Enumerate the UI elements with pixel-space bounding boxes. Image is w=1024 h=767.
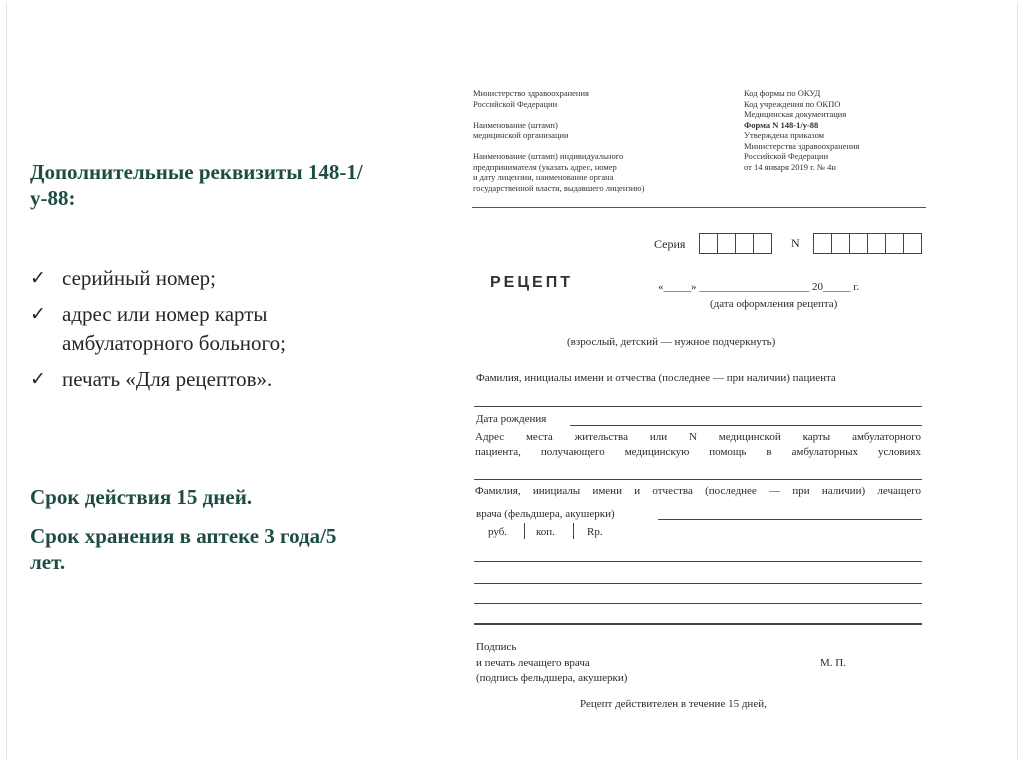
form-approval: Утверждена приказом Министерства здравоохранения Российской Федерации от 14 января 2019 г. № 4н	[744, 130, 860, 172]
form-number: Форма N 148-1/у-88	[744, 119, 819, 130]
birth-date-label: Дата рождения	[476, 413, 547, 425]
form-header-left: Министерство здравоохранения Российской Федерации Наименование (штамп) медицинской организации Наименование (штамп) индивидуального предпринимателя (указать адрес, номер и дату лицензии, наименование органа государственной власти, выдавшего лицензию)	[473, 88, 645, 193]
series-boxes	[699, 233, 771, 254]
checkmark-icon: ✓	[30, 304, 46, 325]
address-label-1: Адрес места жительства или N медицинской карты амбулаторного	[475, 431, 921, 443]
rx-line-3	[474, 603, 922, 604]
list-item-text: адрес или номер карты амбулаторного больного;	[62, 302, 286, 355]
list-item-text: серийный номер;	[62, 266, 216, 290]
kop-divider	[573, 523, 574, 539]
stamp-place-label: М. П.	[820, 657, 846, 669]
rx-line-4	[474, 623, 922, 625]
rx-line-1	[474, 561, 922, 562]
date-line: «_____» ____________________ 20_____ г.	[658, 281, 860, 293]
form-header-right	[744, 88, 859, 172]
list-item	[30, 365, 360, 394]
validity-text: Срок действия 15 дней.	[30, 485, 253, 509]
signature-stamp-label: и печать лечащего врача	[476, 657, 590, 669]
storage-text: Срок хранения в аптеке 3 года/5 лет.	[30, 524, 337, 574]
address-line	[474, 479, 922, 480]
rp-label: Rp.	[587, 526, 603, 538]
signature-caption: (подпись фельдшера, акушерки)	[476, 672, 628, 684]
patient-name-label: Фамилия, инициалы имени и отчества (последнее — при наличии) пациента	[476, 372, 836, 384]
checkmark-icon: ✓	[30, 369, 46, 390]
number-label: N	[791, 236, 800, 250]
address-label-2: пациента, получающего медицинскую помощь в амбулаторных условиях	[475, 446, 921, 458]
date-caption: (дата оформления рецепта)	[710, 298, 838, 310]
doctor-label-2: врача (фельдшера, акушерки)	[476, 508, 615, 520]
signature-label: Подпись	[476, 641, 517, 653]
checkmark-icon: ✓	[30, 268, 46, 289]
list-item-text: печать «Для рецептов».	[62, 367, 273, 391]
form-title: РЕЦЕПТ	[490, 274, 573, 291]
rub-label: руб.	[488, 526, 508, 538]
patient-name-line	[474, 406, 922, 407]
series-label: Серия	[654, 237, 686, 251]
slide-heading: Дополнительные реквизиты 148-1/у-88:	[30, 160, 363, 210]
header-divider	[472, 207, 926, 208]
form-codes: Код формы по ОКУД Код учреждения по ОКПО Медицинская документация	[744, 88, 847, 119]
doctor-line	[658, 519, 922, 520]
validity-footer: Рецепт действителен в течение 15 дней,	[580, 698, 767, 710]
list-item	[30, 264, 360, 293]
number-boxes	[813, 233, 921, 254]
kop-label: коп.	[536, 526, 555, 538]
birth-date-line	[570, 425, 922, 426]
rx-line-2	[474, 583, 922, 584]
doctor-label-1: Фамилия, инициалы имени и отчества (последнее — при наличии) лечащего	[475, 485, 921, 497]
list-item	[30, 300, 360, 358]
age-note: (взрослый, детский — нужное подчеркнуть)	[567, 336, 776, 348]
prescription-form	[470, 86, 926, 716]
requisites-list	[30, 264, 360, 401]
rub-divider	[524, 523, 525, 539]
